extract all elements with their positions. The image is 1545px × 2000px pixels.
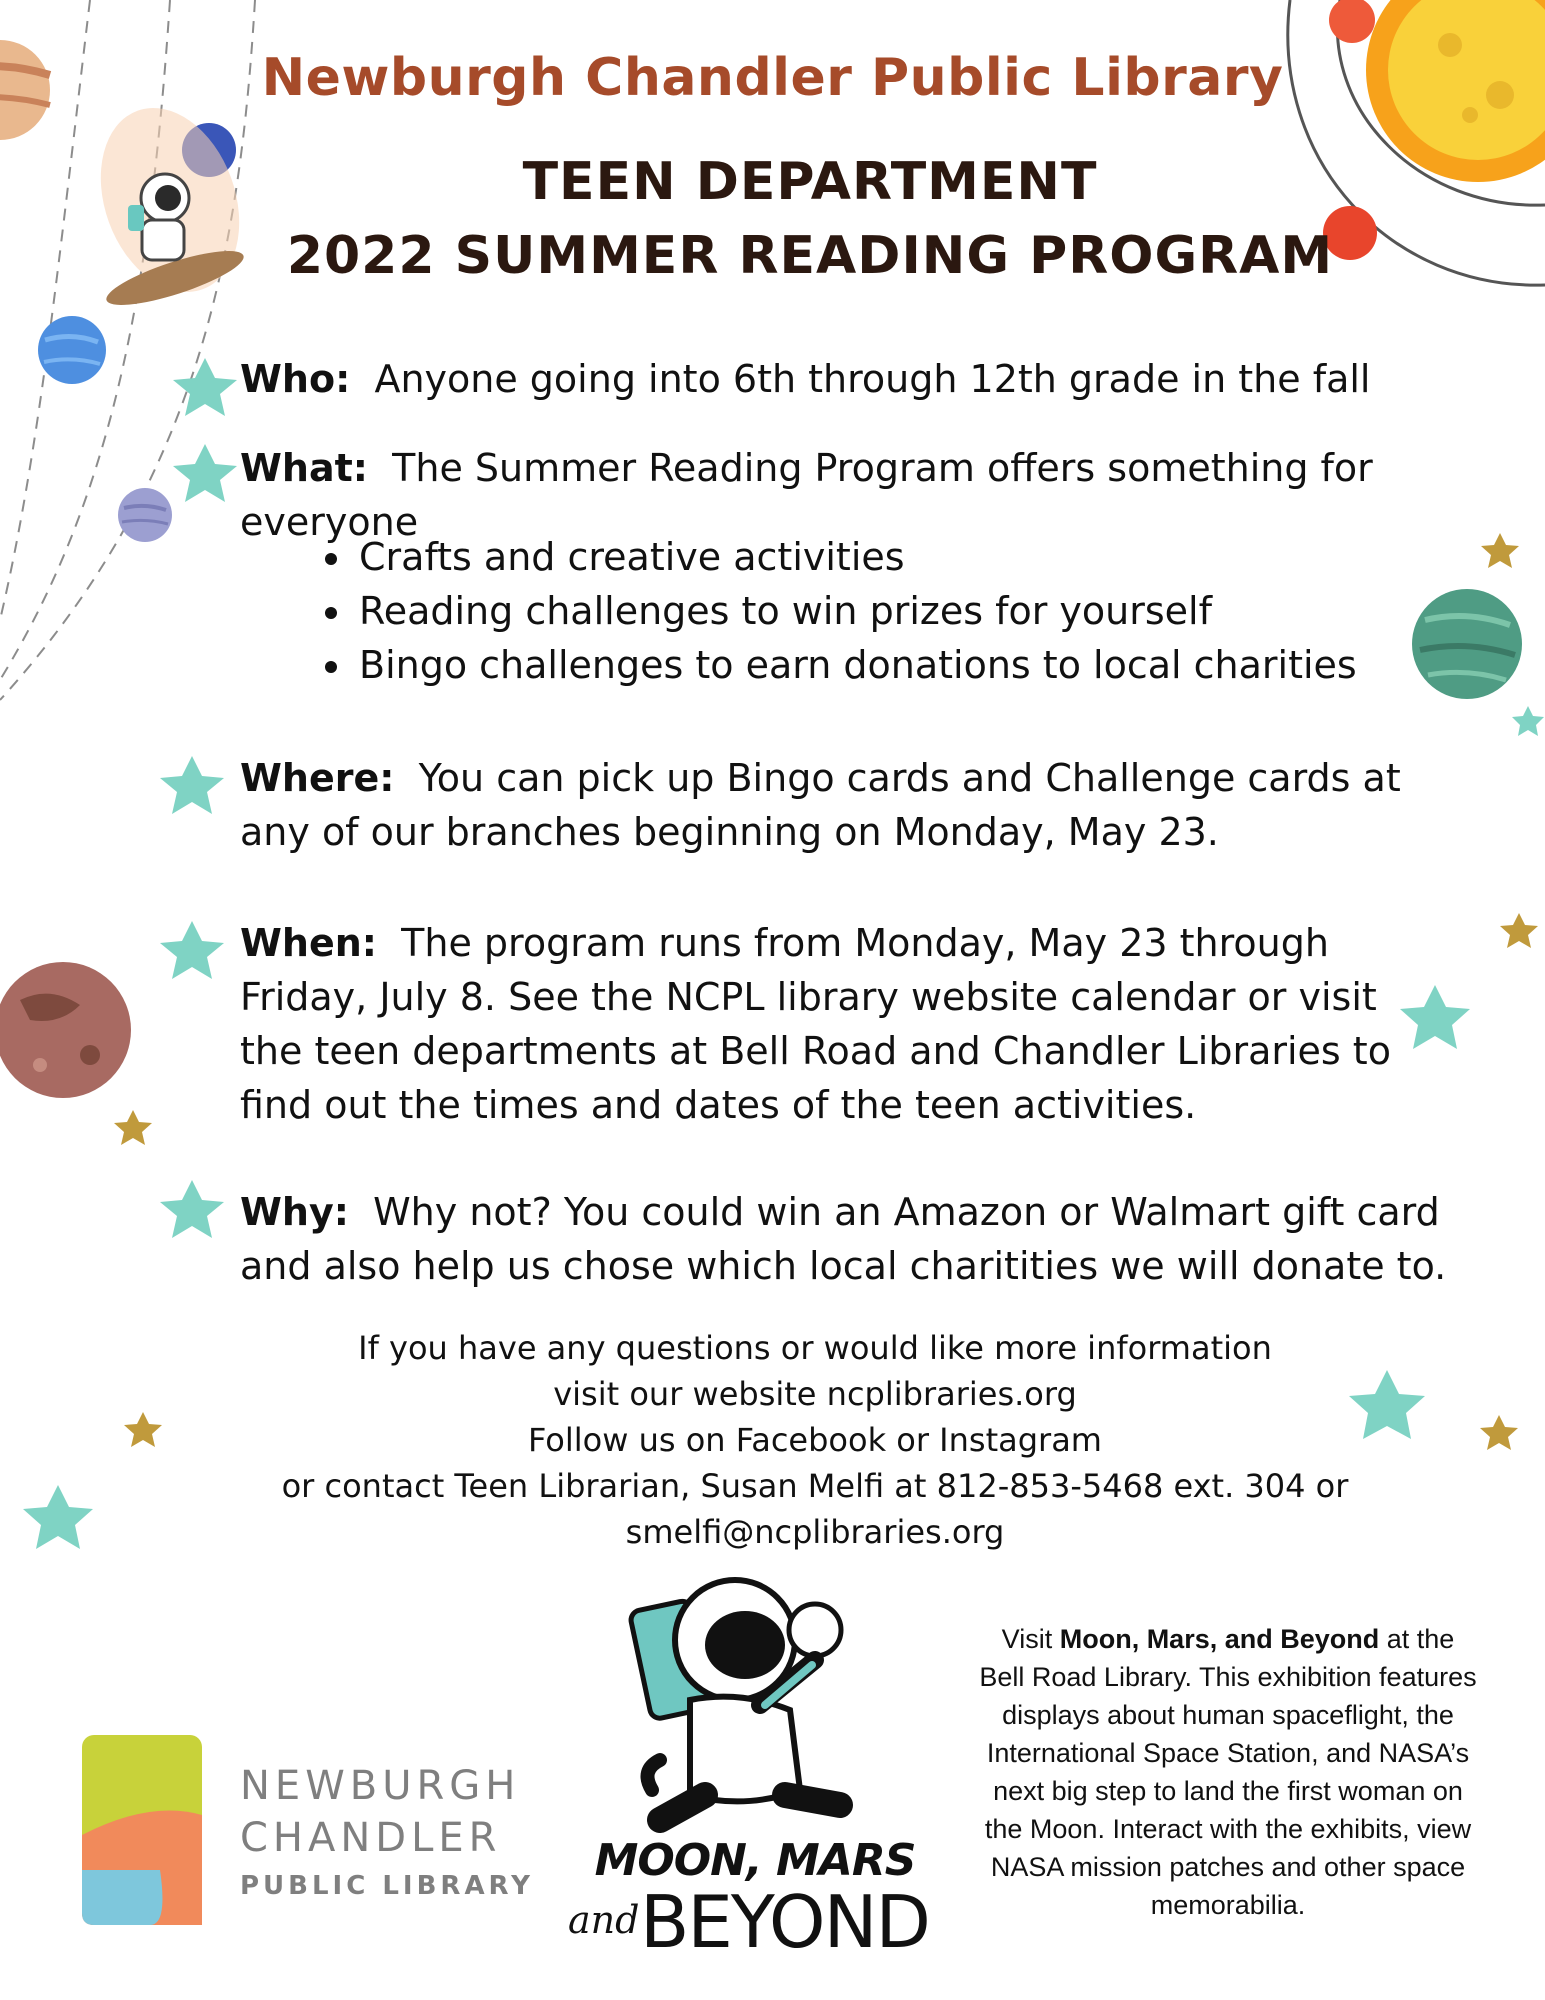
list-item: • Crafts and creative activities [355,530,1405,584]
list-item: • Reading challenges to win prizes for yourself [355,584,1405,638]
what-label: What: [240,446,368,490]
exhibit-prefix: Visit [1001,1624,1053,1654]
who-text: Anyone going into 6th through 12th grade in the fall [374,357,1371,401]
star-icon [173,444,237,502]
star-icon [23,1485,93,1549]
moon-mars-and: and [568,1898,640,1942]
star-icon [160,1180,224,1238]
ncpl-logo-text [240,1760,534,1908]
running-astronaut-icon [629,1580,841,1820]
what-text: The Summer Reading Program offers something for everyone [240,446,1373,544]
star-icon [160,921,224,979]
library-title: Newburgh Chandler Public Library [261,48,1284,108]
exhibit-description [978,1620,1478,1924]
who-label: Who: [240,357,351,401]
who-section [240,352,1470,406]
email-link[interactable]: smelfi@ncplibraries.org [625,1513,1005,1551]
star-icon [124,1412,162,1447]
ncpl-logo-mark [82,1735,202,1925]
exhibit-name: Moon, Mars, and Beyond [1059,1624,1380,1654]
what-list [305,530,1405,692]
social-line: Follow us on Facebook or Instagram [528,1421,1102,1459]
where-label: Where: [240,756,395,800]
why-label: Why: [240,1190,349,1234]
star-icon [1480,1415,1518,1450]
green-planet-icon [1412,589,1522,699]
website-line[interactable]: visit our website ncplibraries.org [553,1375,1077,1413]
program-heading: 2022 SUMMER READING PROGRAM [286,226,1334,286]
where-section [240,751,1470,859]
where-text: You can pick up Bingo cards and Challenge cards at any of our branches beginning on Monday, May 23. [240,756,1401,854]
lavender-planet-icon [118,488,172,542]
when-text: The program runs from Monday, May 23 through Friday, July 8. See the NCPL library website calendar or visit the teen departments at Bell Road and Chandler Libraries to find out the times and dates of the teen activities. [240,921,1391,1127]
star-icon [1500,913,1538,948]
logo-line-newburgh: NEWBURGH [240,1763,521,1809]
logo-line-chandler: CHANDLER [240,1815,502,1861]
blue-planet-icon [38,316,106,384]
exhibit-text: at the Bell Road Library. This exhibition features displays about human spaceflight, the International Space Station, and NASA’s next big step to land the first woman on the Moon. Interact with the exhibits, view NASA mission patches and other space memorabilia. [979,1624,1477,1920]
why-text: Why not? You could win an Amazon or Walmart gift card and also help us chose which local charitities we will donate to. [240,1190,1447,1288]
star-icon [160,756,224,814]
when-label: When: [240,921,377,965]
mars-planet-icon [0,962,131,1098]
star-icon [114,1110,152,1145]
star-icon [173,358,237,416]
moon-mars-beyond: BEYOND [640,1880,929,1964]
department-heading: TEEN DEPARTMENT [522,152,1098,212]
moon-mars-title: MOON, MARS [594,1835,916,1886]
star-icon [1512,706,1544,736]
list-item: • Bingo challenges to earn donations to local charities [355,638,1405,692]
contact-info [240,1325,1390,1555]
contact-line: If you have any questions or would like more information [358,1329,1272,1367]
logo-line-public-library: PUBLIC LIBRARY [240,1871,534,1901]
why-section [240,1185,1470,1293]
librarian-line: or contact Teen Librarian, Susan Melfi at 812-853-5468 ext. 304 or [281,1467,1349,1505]
orange-planet-icon [1329,0,1375,43]
when-section [240,916,1420,1132]
